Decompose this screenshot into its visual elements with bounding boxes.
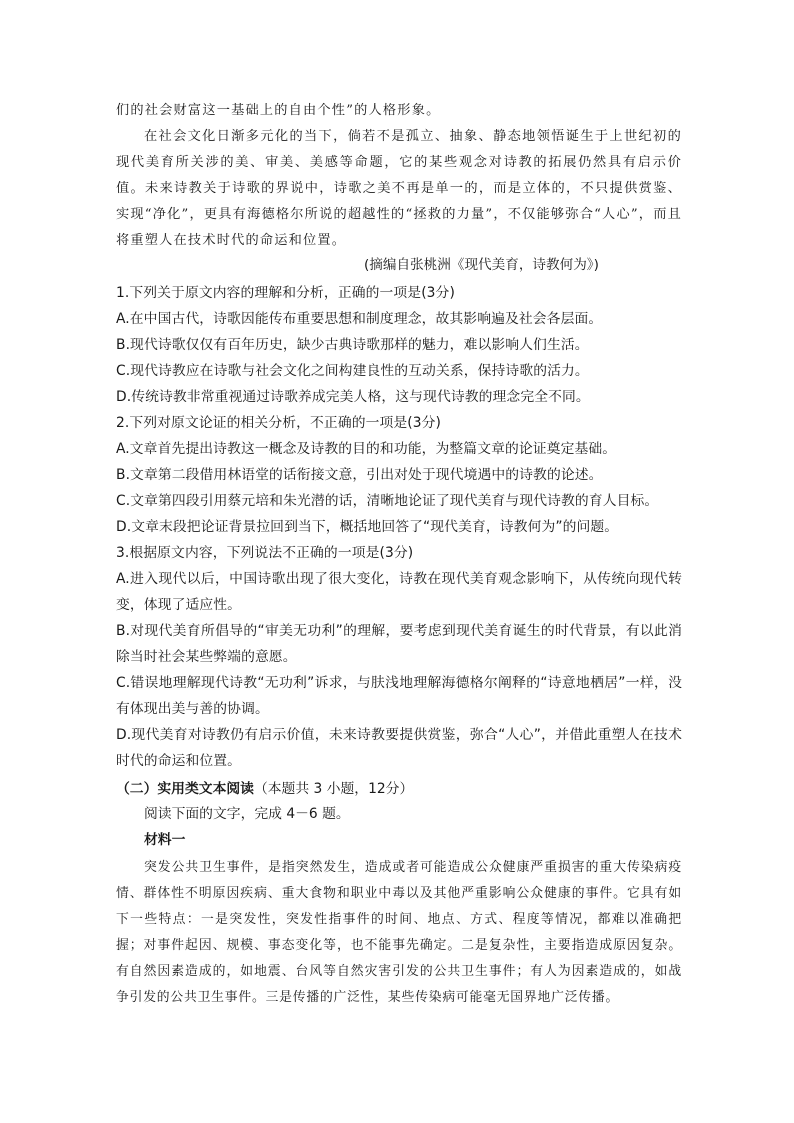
material-one-text: 突发公共卫生事件，是指突然发生，造成或者可能造成公众健康严重损害的重大传染病疫情、群体性不明原因疾病、重大食物和职业中毒以及其他严重影响公众健康的事件。它具有如下一些特点：一是突发性，突发性指事件的时间、地点、方式、程度等情况，都难以准确把握；对事件起因、规模、事态变化等，也不能事先确定。二是复杂性，主要指造成原因复杂。有自然因素造成的，如地震、台风等自然灾害引发的公共卫生事件；有人为因素造成的，如战争引发的公共卫生事件。三是传播的广泛性，某些传染病可能毫无国界地广泛传播。 (116, 860, 682, 1005)
question-1-option-b: B.现代诗歌仅仅有百年历史，缺少古典诗歌那样的魅力，难以影响人们生活。 (116, 337, 589, 353)
question-1-option-c: C.现代诗教应在诗歌与社会文化之间构建良性的互动关系，保持诗歌的活力。 (116, 363, 589, 379)
section-title: （二）实用类文本阅读 (116, 781, 254, 797)
question-2-option-c: C.文章第四段引用蔡元培和朱光潜的话，清晰地论证了现代美育与现代诗教的育人目标。 (116, 493, 659, 509)
question-2-stem: 2.下列对原文论证的相关分析，不正确的一项是(3分) (116, 415, 442, 431)
question-2-option-d: D.文章末段把论证背景拉回到当下，概括地回答了“现代美育，诗教何为”的问题。 (116, 519, 619, 535)
question-2-option-a: A.文章首先提出诗教这一概念及诗教的目的和功能，为整篇文章的论证奠定基础。 (116, 441, 617, 457)
passage-final-paragraph: 在社会文化日渐多元化的当下，倘若不是孤立、抽象、静态地领悟诞生于上世纪初的现代美育所关涉的美、审美、美感等命题，它的某些观念对诗教的拓展仍然具有启示价值。未来诗教关于诗歌的界说中，诗歌之美不再是单一的，而是立体的，不只提供赏鉴、实现“净化”，更具有海德格尔所说的超越性的“拯救的力量”，不仅能够弥合“人心”，而且将重塑人在技术时代的命运和位置。 (116, 129, 682, 248)
question-3-option-c: C.错误地理解现代诗教“无功利”诉求，与肤浅地理解海德格尔阐释的“诗意地栖居”一样，没有体现出美与善的协调。 (116, 675, 682, 717)
question-1-option-d: D.传统诗教非常重视通过诗歌养成完美人格，这与现代诗教的理念完全不同。 (116, 389, 590, 405)
question-3-option-a: A.进入现代以后，中国诗歌出现了很大变化，诗教在现代美育观念影响下，从传统向现代转变，体现了适应性。 (116, 571, 682, 613)
section-heading (116, 778, 413, 800)
question-1-option-a: A.在中国古代，诗歌因能传布重要思想和制度理念，故其影响遍及社会各层面。 (116, 311, 603, 327)
section-note: （本题共 3 小题，12分） (253, 781, 414, 797)
passage-source: (摘编自张桃洲《现代美育，诗教何为》) (364, 257, 599, 273)
passage-closing-line: 们的社会财富这一基础上的自由个性”的人格形象。 (116, 103, 441, 118)
question-3-option-b: B.对现代美育所倡导的“审美无功利”的理解，要考虑到现代美育诞生的时代背景，有以此消除当时社会某些弊端的意愿。 (116, 623, 682, 665)
question-3-stem: 3.根据原文内容，下列说法不正确的一项是(3分) (116, 545, 414, 561)
section-instruction: 阅读下面的文字，完成 4－6 题。 (144, 806, 350, 822)
question-1-stem: 1.下列关于原文内容的理解和分析，正确的一项是(3分) (116, 285, 455, 301)
question-2-option-b: B.文章第二段借用林语堂的话衔接文意，引出对处于现代境遇中的诗教的论述。 (116, 467, 603, 483)
question-3-option-d: D.现代美育对诗教仍有启示价值，未来诗教要提供赏鉴，弥合“人心”，并借此重塑人在技术时代的命运和位置。 (116, 727, 682, 769)
material-label: 材料一 (144, 832, 186, 848)
